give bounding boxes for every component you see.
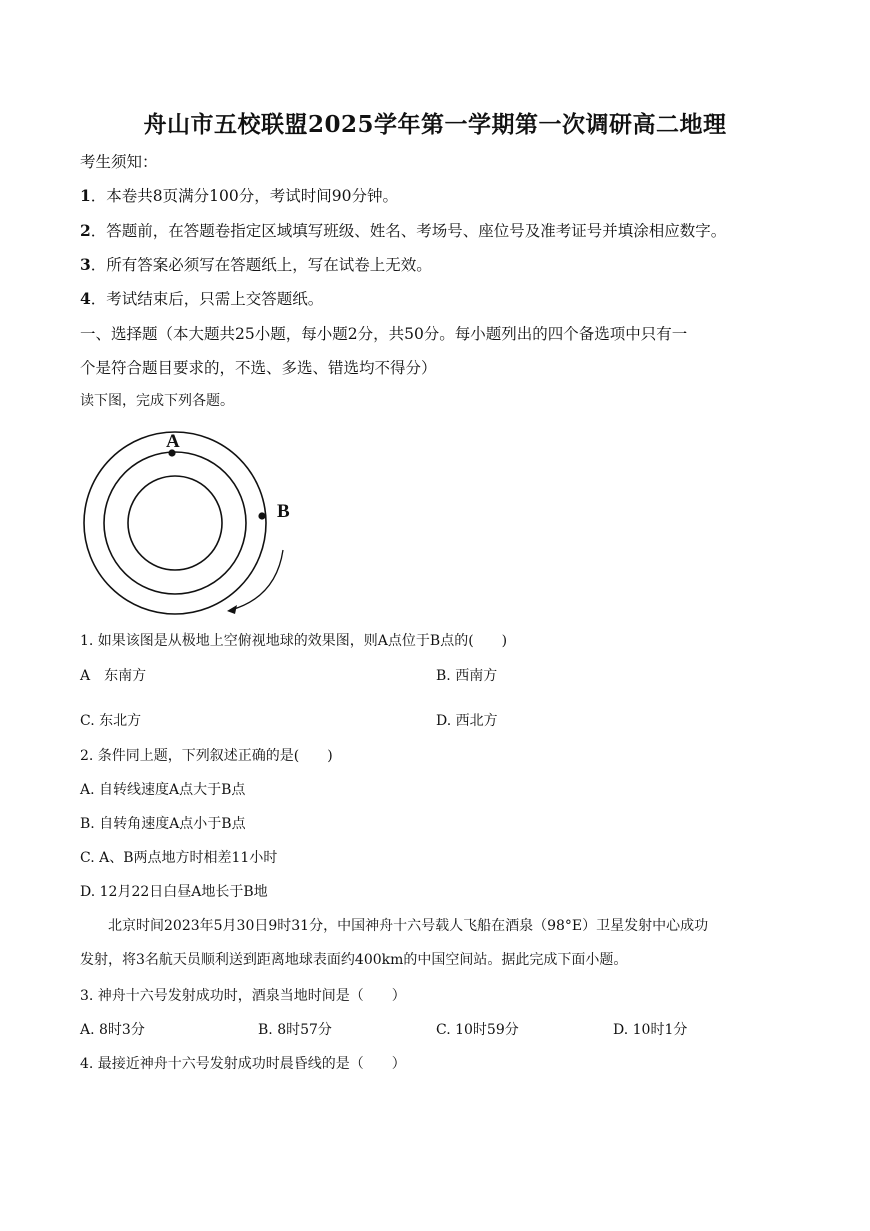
- notice-item-number: 4: [80, 289, 91, 308]
- inner-circle: [128, 476, 222, 570]
- point-b: [258, 512, 265, 519]
- material-line-2: 发射，将3名航天员顺利送到距离地球表面约400km的中国空间站。据此完成下面小题。: [80, 952, 628, 968]
- question-3-option-c: C. 10时59分: [436, 1022, 519, 1038]
- notice-item-1: [80, 184, 398, 206]
- question-2-option-c: C. A、B两点地方时相差11小时: [80, 850, 278, 866]
- outer-circle: [84, 432, 266, 614]
- notice-item-text: ．本卷共8页满分100分，考试时间90分钟。: [90, 187, 398, 205]
- question-3-stem: 3. 神舟十六号发射成功时，酒泉当地时间是（ ）: [80, 988, 406, 1004]
- question-1-stem: 1. 如果该图是从极地上空俯视地球的效果图，则A点位于B点的( ): [80, 633, 508, 649]
- question-1-option-a: A 东南方: [80, 668, 147, 684]
- question-1-option-b: B. 西南方: [436, 668, 498, 684]
- question-1-option-c: C. 东北方: [80, 713, 142, 729]
- notice-item-number: 3: [80, 255, 91, 274]
- material-line-1: 北京时间2023年5月30日9时31分，中国神舟十六号载人飞船在酒泉（98°E）卫星发射中心成功: [108, 918, 709, 934]
- rotation-arrow: [231, 550, 283, 610]
- notice-item-text: ．考试结束后，只需上交答题纸。: [90, 290, 324, 308]
- earth-rotation-diagram: [80, 425, 320, 625]
- section-heading-line-1: 一、选择题（本大题共25小题，每小题2分，共50分。每小题列出的四个备选项中只有一: [80, 325, 688, 343]
- label-a: A: [166, 431, 180, 452]
- notice-item-number: 2: [80, 221, 91, 240]
- question-2-stem: 2. 条件同上题，下列叙述正确的是( ): [80, 748, 333, 764]
- label-b: B: [277, 501, 290, 522]
- question-2-option-b: B. 自转角速度A点小于B点: [80, 816, 246, 832]
- middle-circle: [104, 452, 246, 594]
- question-2-option-a: A. 自转线速度A点大于B点: [80, 782, 246, 798]
- question-3-option-b: B. 8时57分: [258, 1022, 332, 1038]
- question-4-stem: 4. 最接近神舟十六号发射成功时晨昏线的是（ ）: [80, 1056, 406, 1072]
- notice-item-text: ．答题前，在答题卷指定区域填写班级、姓名、考场号、座位号及准考证号并填涂相应数字。: [90, 222, 727, 240]
- notice-item-2: [80, 219, 726, 241]
- arrowhead-icon: [227, 605, 237, 614]
- notice-item-3: [80, 253, 432, 275]
- notice-item-text: ．所有答案必须写在答题纸上，写在试卷上无效。: [90, 256, 432, 274]
- question-1-option-d: D. 西北方: [436, 713, 498, 729]
- question-3-option-d: D. 10时1分: [613, 1022, 688, 1038]
- page-title: 舟山市五校联盟2025学年第一学期第一次调研高二地理: [143, 111, 727, 138]
- figure-intro: 读下图，完成下列各题。: [80, 393, 234, 409]
- question-3-option-a: A. 8时3分: [80, 1022, 145, 1038]
- question-2-option-d: D. 12月22日白昼A地长于B地: [80, 884, 268, 900]
- section-heading-line-2: 个是符合题目要求的，不选、多选、错选均不得分）: [80, 359, 437, 377]
- notice-item-number: 1: [80, 186, 91, 205]
- notice-item-4: [80, 287, 323, 309]
- notice-heading: 考生须知：: [80, 153, 158, 171]
